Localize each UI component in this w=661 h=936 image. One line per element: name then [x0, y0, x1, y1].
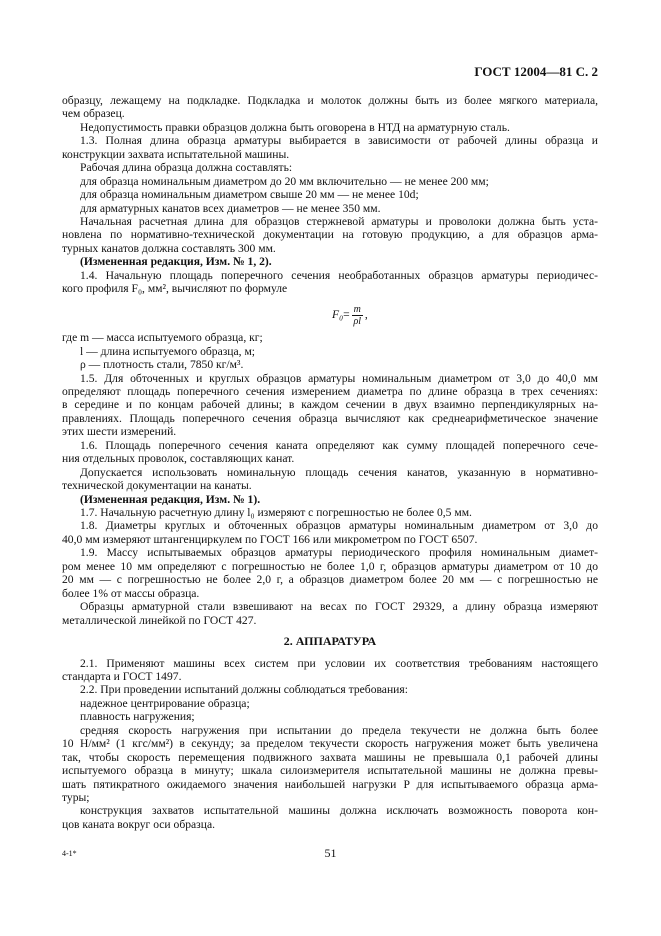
- page-number: 51: [324, 846, 337, 860]
- text-line: 1.3. Полная длина образца арматуры выбирается в зависимости от рабочей длины образца и: [80, 134, 598, 148]
- text-line: кого профиля F₀, мм², вычисляют по формуле: [62, 282, 288, 296]
- text-line: 1.7. Начальную расчетную длину l₀ измеряют с погрешностью не более 0,5 мм.: [80, 506, 472, 520]
- formula-fraction: [352, 304, 363, 327]
- text-line: шать пятикратного ожидаемого значения наибольшей нагрузки P для испытываемого образца арма-: [62, 777, 598, 791]
- text-line: определяют площадь поперечного сечения измерением диаметра по длине образца в трех сечениях:: [62, 385, 598, 399]
- text-line: надежное центрирование образца;: [80, 696, 250, 710]
- text-line: где m — масса испытуемого образца, кг;: [62, 331, 263, 345]
- text-line: плавность нагружения;: [80, 710, 195, 724]
- text-line: металлической линейкой по ГОСТ 427.: [62, 613, 257, 627]
- text-line: 40,0 мм измеряют штангенциркулем по ГОСТ 166 или микрометром по ГОСТ 6507.: [62, 532, 478, 546]
- text-line: l — длина испытуемого образца, м;: [80, 344, 256, 358]
- text-line: технической документации на канаты.: [62, 479, 252, 493]
- document-body: [62, 94, 598, 831]
- text-line: цов каната вокруг оси образца.: [62, 817, 215, 831]
- text-line: 20 мм — с погрешностью не более 2,0 г, а образцов диаметром более 20 мм — с погрешностью не: [62, 573, 598, 587]
- text-line: турных канатов должна составлять 300 мм.: [62, 241, 276, 255]
- document-header: ГОСТ 12004—81 С. 2: [474, 64, 598, 79]
- text-line: Рабочая длина образца должна составлять:: [80, 161, 293, 175]
- text-line: Допускается использовать номинальную площадь сечения канатов, указанную в нормативно-: [80, 465, 598, 479]
- text-line: стандарта и ГОСТ 1497.: [62, 669, 182, 683]
- formula-trail: ,: [364, 308, 368, 322]
- text-line: для арматурных канатов всех диаметров — не менее 350 мм.: [80, 201, 381, 215]
- formula-lhs: F₀: [332, 308, 344, 322]
- text-line: 2.1. Применяют машины всех систем при условии их соответствия требованиям настоящего: [80, 656, 598, 670]
- text-line: испытуемого образца в минуту; шкала силоизмерителя испытательной машины не должна превы-: [62, 764, 598, 778]
- text-line: конструкция захватов испытательной машины должна исключать возможность поворота кон-: [80, 804, 598, 818]
- text-line: 1.9. Массу испытываемых образцов арматуры периодического профиля номинальным диамет-: [80, 546, 598, 560]
- text-line: более 1% от массы образца.: [62, 586, 200, 600]
- formula-block: [62, 296, 598, 332]
- text-line: 1.5. Для обточенных и круглых образцов арматуры номинальным диаметром от 3,0 до 40,0 мм: [80, 371, 598, 385]
- text-line: ния отдельных проволок, составляющих канат.: [62, 452, 295, 466]
- formula-equals: =: [343, 308, 350, 322]
- amendment-note: (Измененная редакция, Изм. № 1, 2).: [80, 255, 272, 269]
- text-line: так, чтобы скорость перемещения подвижного захвата машины не превышала 0,1 рабочей длины: [62, 750, 598, 764]
- text-line: новлена по нормативно-технической документации на готовую продукцию, а для образцов арма-: [62, 228, 598, 242]
- text-line: туры;: [62, 790, 90, 804]
- text-line: в середине и по концам рабочей длины; в каждом сечении в двух взаимно перпендикулярных на-: [62, 398, 598, 412]
- footer-code: 4-1*: [62, 849, 77, 858]
- section-heading: 2. АППАРАТУРА: [283, 634, 377, 649]
- formula-numerator: m: [353, 303, 361, 315]
- text-line: этих шести измерений.: [62, 425, 177, 439]
- text-line: Начальная расчетная длина для образцов стержневой арматуры и проволоки должна быть уста-: [80, 215, 598, 229]
- text-line: конструкции захвата испытательной машины.: [62, 147, 290, 161]
- text-line: Недопустимость правки образцов должна быть оговорена в НТД на арматурную сталь.: [80, 120, 510, 134]
- text-line: 10 Н/мм² (1 кгс/мм²) в секунду; за пределом текучести скорость нагружения может быть увеличена: [62, 737, 598, 751]
- formula: [332, 304, 368, 327]
- text-line: правлениях. Площадь поперечного сечения образца вычисляют как среднеарифметическое значение: [62, 411, 598, 425]
- text-line: 1.6. Площадь поперечного сечения каната определяют как сумму площадей поперечного сече-: [80, 438, 598, 452]
- text-line: средняя скорость нагружения при испытании до предела текучести не должна быть более: [80, 723, 598, 737]
- text-line: ρ — плотность стали, 7850 кг/м³.: [80, 358, 244, 372]
- text-line: для образца номинальным диаметром свыше 20 мм — не менее 10d;: [80, 188, 419, 202]
- text-line: Образцы арматурной стали взвешивают на весах по ГОСТ 29329, а длину образца измеряют: [80, 600, 598, 614]
- text-line: для образца номинальным диаметром до 20 мм включительно — не менее 200 мм;: [80, 174, 489, 188]
- text-line: чем образец.: [62, 107, 125, 121]
- text-line: образцу, лежащему на подкладке. Подкладка и молоток должны быть из более мягкого материала,: [62, 94, 598, 107]
- amendment-note: (Измененная редакция, Изм. № 1).: [80, 492, 261, 506]
- formula-denominator: ρl: [353, 315, 362, 327]
- text-line: ром менее 10 мм определяют с погрешностью не более 1,0 г, образцов арматуры диаметром от 10 до: [62, 559, 598, 573]
- text-line: 1.8. Диаметры круглых и обточенных образцов арматуры номинальным диаметром от 3,0 до: [80, 519, 598, 533]
- text-line: 2.2. При проведении испытаний должны соблюдаться требования:: [80, 683, 408, 697]
- text-line: 1.4. Начальную площадь поперечного сечения необработанных образцов арматуры периодичес-: [80, 268, 598, 282]
